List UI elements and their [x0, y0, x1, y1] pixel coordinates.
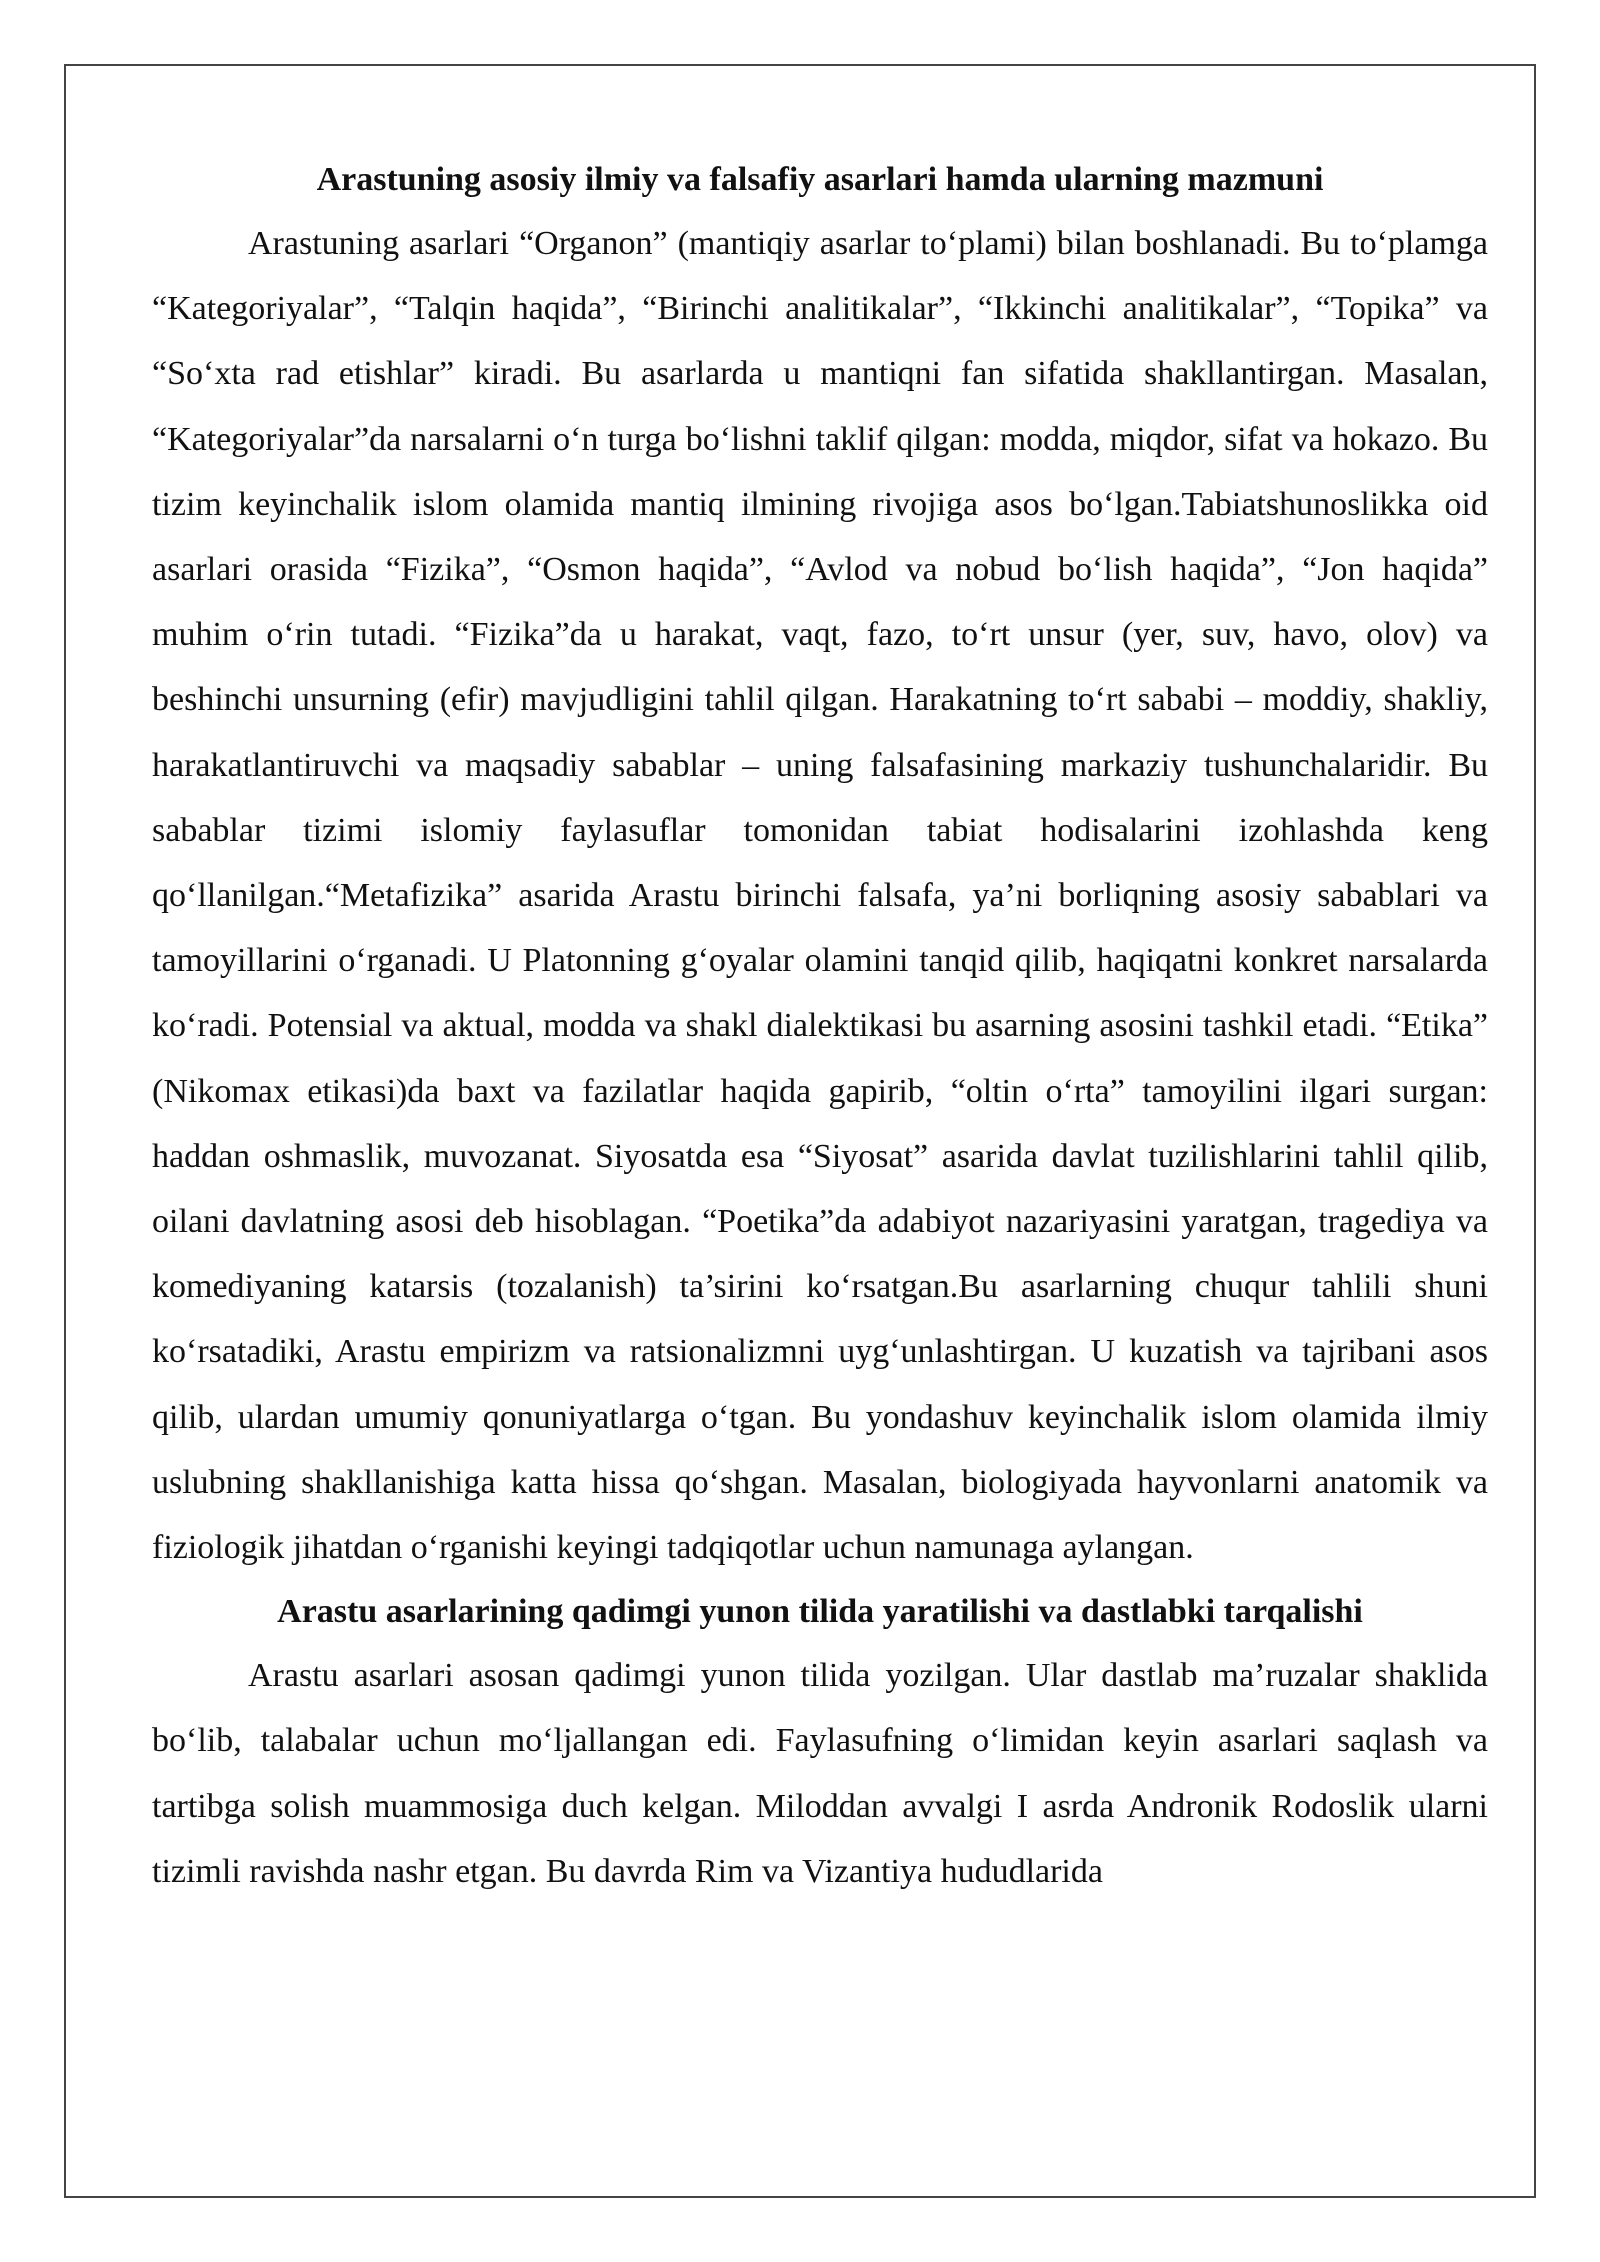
section-heading-greek-origin: Arastu asarlarining qadimgi yunon tilida yaratilishi va dastlabki tarqalishi [277, 1593, 1363, 1631]
paragraph-main-works: Arastuning asarlari “Organon” (mantiqiy asarlar to‘plami) bilan boshlanadi. Bu to‘plamga “Kategoriyalar”, “Talqin haqida”, “Birinchi analitikalar”, “Ikkinchi analitikalar”, “Topika” va “So‘xta rad etishlar” kiradi. Bu asarlarda u mantiqni fan sifatida shakllantirgan. Masalan, “Kategoriyalar”da narsalarni o‘n turga bo‘lishni taklif qilgan: modda, miqdor, sifat va hokazo. Bu tizim keyinchalik islom olamida mantiq ilmining rivojiga asos bo‘lgan.Tabiatshunoslikka oid asarlari orasida “Fizika”, “Osmon haqida”, “Avlod va nobud bo‘lish haqida”, “Jon haqida” muhim o‘rin tutadi. “Fizika”da u harakat, vaqt, fazo, to‘rt unsur (yer, suv, havo, olov) va beshinchi unsurning (efir) mavjudligini tahlil qilgan. Harakatning to‘rt sababi – moddiy, shakliy, harakatlantiruvchi va maqsadiy sabablar – uning falsafasining markaziy tushunchalaridir. Bu sabablar tizimi islomiy faylasuflar tomonidan tabiat hodisalarini izohlashda keng qo‘llanilgan.“Metafizika” asarida Arastu birinchi falsafa, ya’ni borliqning asosiy sabablari va tamoyillarini o‘rganadi. U Platonning g‘oyalar olamini tanqid qilib, haqiqatni konkret narsalarda ko‘radi. Potensial va aktual, modda va shakl dialektikasi bu asarning asosini tashkil etadi. “Etika” (Nikomax etikasi)da baxt va fazilatlar haqida gapirib, “oltin o‘rta” tamoyilini ilgari surgan: haddan oshmaslik, muvozanat. Siyosatda esa “Siyosat” asarida davlat tuzilishlarini tahlil qilib, oilani davlatning asosi deb hisoblagan. “Poetika”da adabiyot nazariyasini yaratgan, tragediya va komediyaning katarsis (tozalanish) ta’sirini ko‘rsatgan.Bu asarlarning chuqur tahlili shuni ko‘rsatadiki, Arastu empirizm va ratsionalizmni uyg‘unlashtirgan. U kuzatish va tajribani asos qilib, ulardan umumiy qonuniyatlarga o‘tgan. Bu yondashuv keyinchalik islom olamida ilmiy uslubning shakllanishiga katta hissa qo‘shgan. Masalan, biologiyada hayvonlarni anatomik va fiziologik jihatdan o‘rganishi keyingi tadqiqotlar uchun namunaga aylangan. [152, 225, 1488, 1567]
section-heading-main-works: Arastuning asosiy ilmiy va falsafiy asarlari hamda ularning mazmuni [316, 161, 1324, 198]
document-body [152, 148, 1488, 1904]
paragraph-greek-origin: Arastu asarlari asosan qadimgi yunon tilida yozilgan. Ular dastlab ma’ruzalar shaklida bo‘lib, talabalar uchun mo‘ljallangan edi. Faylasufning o‘limidan keyin asarlari saqlash va tartibga solish muammosiga duch kelgan. Miloddan avvalgi I asrda Andronik Rodoslik ularni tizimli ravishda nashr etgan. Bu davrda Rim va Vizantiya hududlarida [152, 1657, 1488, 1890]
